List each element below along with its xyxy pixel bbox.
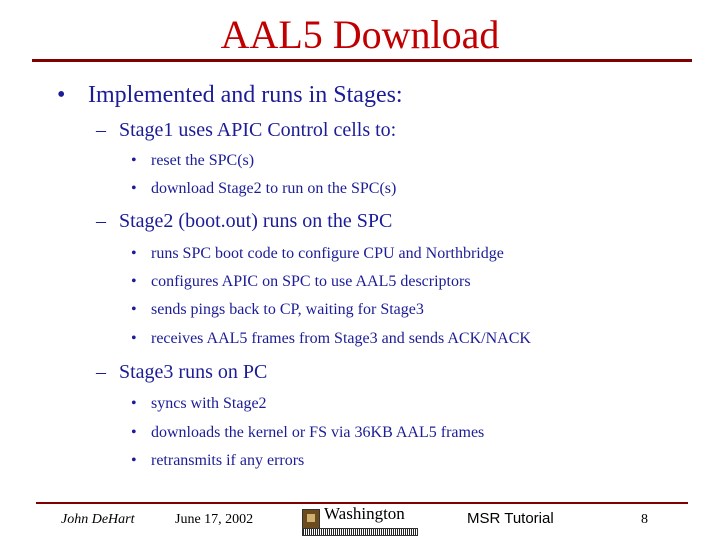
university-seal-icon [302,509,320,530]
bullet-marker: • [131,452,137,469]
stage1-label: Stage1 uses APIC Control cells to: [119,119,397,141]
stage3-subitem-text: syncs with Stage2 [151,395,267,412]
stage1-subitem-text: download Stage2 to run on the SPC(s) [151,180,397,197]
slide-title: AAL5 Download [220,12,500,57]
bullet-marker: • [131,273,137,290]
footer-author: John DeHart [61,512,135,527]
main-bullet-text: Implemented and runs in Stages: [88,82,403,108]
stage2-label: Stage2 (boot.out) runs on the SPC [119,210,393,232]
stage3-label: Stage3 runs on PC [119,361,268,383]
logo-subtitle-bar [302,528,418,536]
stage3-subitem-text: retransmits if any errors [151,452,305,469]
stage2-subitem-text: runs SPC boot code to configure CPU and Northbridge [151,245,504,262]
bullet-marker: • [131,301,137,318]
bullet-marker: • [131,152,137,169]
stage1-subitem-text: reset the SPC(s) [151,152,255,169]
bullet-marker: • [131,424,137,441]
stage3-subitem-text: downloads the kernel or FS via 36KB AAL5 frames [151,424,485,441]
dash-marker: – [96,361,106,383]
dash-marker: – [96,210,106,232]
page-number: 8 [641,512,648,527]
bullet-marker: • [131,395,137,412]
bullet-marker: • [57,82,66,108]
washington-logo [302,506,420,536]
stage2-subitem-text: configures APIC on SPC to use AAL5 descriptors [151,273,471,290]
bullet-marker: • [131,180,137,197]
title-rule [32,59,692,62]
bullet-marker: • [131,245,137,262]
footer-date: June 17, 2002 [175,512,254,527]
dash-marker: – [96,119,106,141]
footer-event: MSR Tutorial [467,510,554,527]
logo-text: Washington [324,504,405,523]
stage2-subitem-text: sends pings back to CP, waiting for Stage3 [151,301,424,318]
bullet-marker: • [131,330,137,347]
stage2-subitem-text: receives AAL5 frames from Stage3 and sends ACK/NACK [151,330,531,347]
